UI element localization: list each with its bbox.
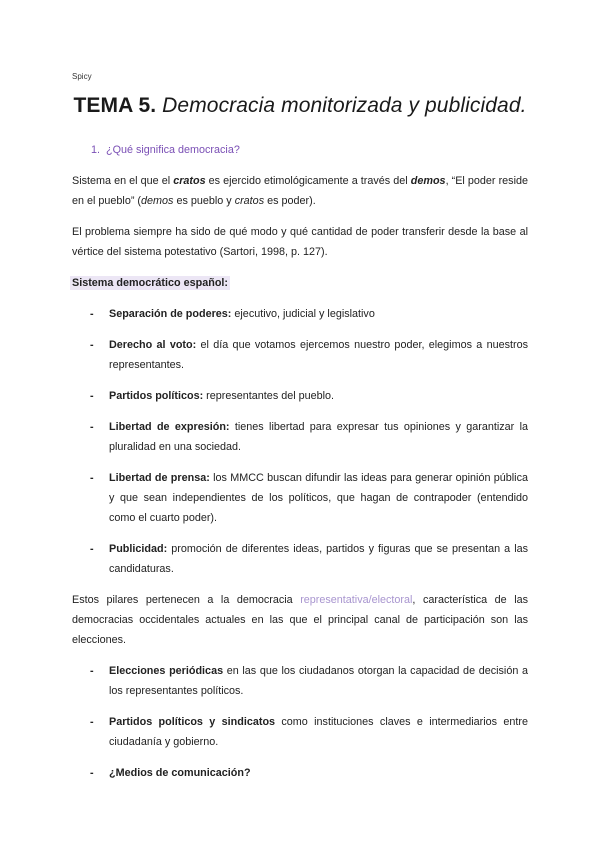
list-item <box>72 712 528 752</box>
list-item <box>72 763 528 783</box>
text-run: es pueblo y <box>173 195 235 207</box>
paragraph-representative <box>72 590 528 650</box>
pillars-list <box>72 304 528 579</box>
page-title <box>0 94 600 118</box>
text-run: es poder). <box>264 195 316 207</box>
list-item-term: Publicidad: <box>109 543 168 555</box>
list-item <box>72 304 528 324</box>
text-run-accent: representativa/electoral <box>300 594 413 606</box>
paragraph-problem: El problema siempre ha sido de qué modo y qué cantidad de poder transferir desde la base al vértice del sistema potestativo (Sartori, 1998, p. 127). <box>72 226 528 258</box>
list-item-text: como instituciones claves e intermediarios entre ciudadanía y gobierno. <box>109 716 528 748</box>
dash-bullet: - <box>90 665 94 677</box>
list-item-term: ¿Medios de comunicación? <box>109 767 251 779</box>
dash-bullet: - <box>90 716 94 728</box>
list-item-text: los MMCC buscan difundir las ideas para generar opinión pública y que sean independientes de los políticos, que hagan de contrapoder (entendido como el cuarto poder). <box>109 472 528 524</box>
list-item <box>72 386 528 406</box>
representative-list <box>72 661 528 783</box>
list-item <box>72 539 528 579</box>
title-text: Democracia monitorizada y publicidad. <box>162 94 527 117</box>
list-item-text: tienes libertad para expresar tus opiniones y garantizar la pluralidad en una sociedad. <box>109 421 529 453</box>
subheading <box>72 273 528 293</box>
subheading-text: Sistema democrático español: <box>72 277 229 289</box>
section-title: ¿Qué significa democracia? <box>106 144 240 156</box>
text-run: , característica de las democracias occidentales actuales en las que el principal canal de participación son las elecciones. <box>72 594 528 646</box>
list-item-term: Partidos políticos: <box>109 390 204 402</box>
text-run-emph: demos <box>410 175 446 187</box>
text-run-emph: cratos <box>173 175 206 187</box>
list-item-term: Libertad de prensa: <box>109 472 210 484</box>
list-item-text: en las que los ciudadanos otorgan la capacidad de decisión a los representantes políticos. <box>109 665 528 697</box>
text-run: Sistema en el que el <box>72 175 174 187</box>
dash-bullet: - <box>90 339 94 351</box>
title-number: TEMA 5. <box>73 94 157 117</box>
list-item <box>72 468 528 528</box>
dash-bullet: - <box>90 308 94 320</box>
dash-bullet: - <box>90 767 94 779</box>
list-item-text: ejecutivo, judicial y legislativo <box>231 308 375 320</box>
list-item-term: Elecciones periódicas <box>109 665 224 677</box>
list-item-text: promoción de diferentes ideas, partidos y figuras que se presentan a las candidaturas. <box>109 543 528 575</box>
list-item <box>72 335 528 375</box>
list-item-term: Libertad de expresión: <box>109 421 230 433</box>
text-run: Estos pilares pertenecen a la democracia <box>72 594 301 606</box>
dash-bullet: - <box>90 472 94 484</box>
list-item-term: Partidos políticos y sindicatos <box>109 716 276 728</box>
dash-bullet: - <box>90 543 94 555</box>
dash-bullet: - <box>90 421 94 433</box>
text-run: es ejercido etimológicamente a través del <box>205 175 411 187</box>
list-item-term: Derecho al voto: <box>109 339 197 351</box>
list-item-term: Separación de poderes: <box>109 308 232 320</box>
text-run-emph: cratos <box>234 195 265 207</box>
section-heading <box>72 140 528 160</box>
header-brand: Spicy <box>72 72 92 81</box>
paragraph-definition <box>72 171 528 211</box>
list-item-text: el día que votamos ejercemos nuestro poder, elegimos a nuestros representantes. <box>109 339 529 371</box>
text-run-emph: demos <box>141 195 174 207</box>
list-item <box>72 417 528 457</box>
dash-bullet: - <box>90 390 94 402</box>
list-item <box>72 661 528 701</box>
section-number: 1. <box>91 144 101 156</box>
text-run: , “El poder reside en el pueblo” ( <box>72 175 528 207</box>
document-body <box>72 140 528 783</box>
list-item-text: representantes del pueblo. <box>203 390 335 402</box>
